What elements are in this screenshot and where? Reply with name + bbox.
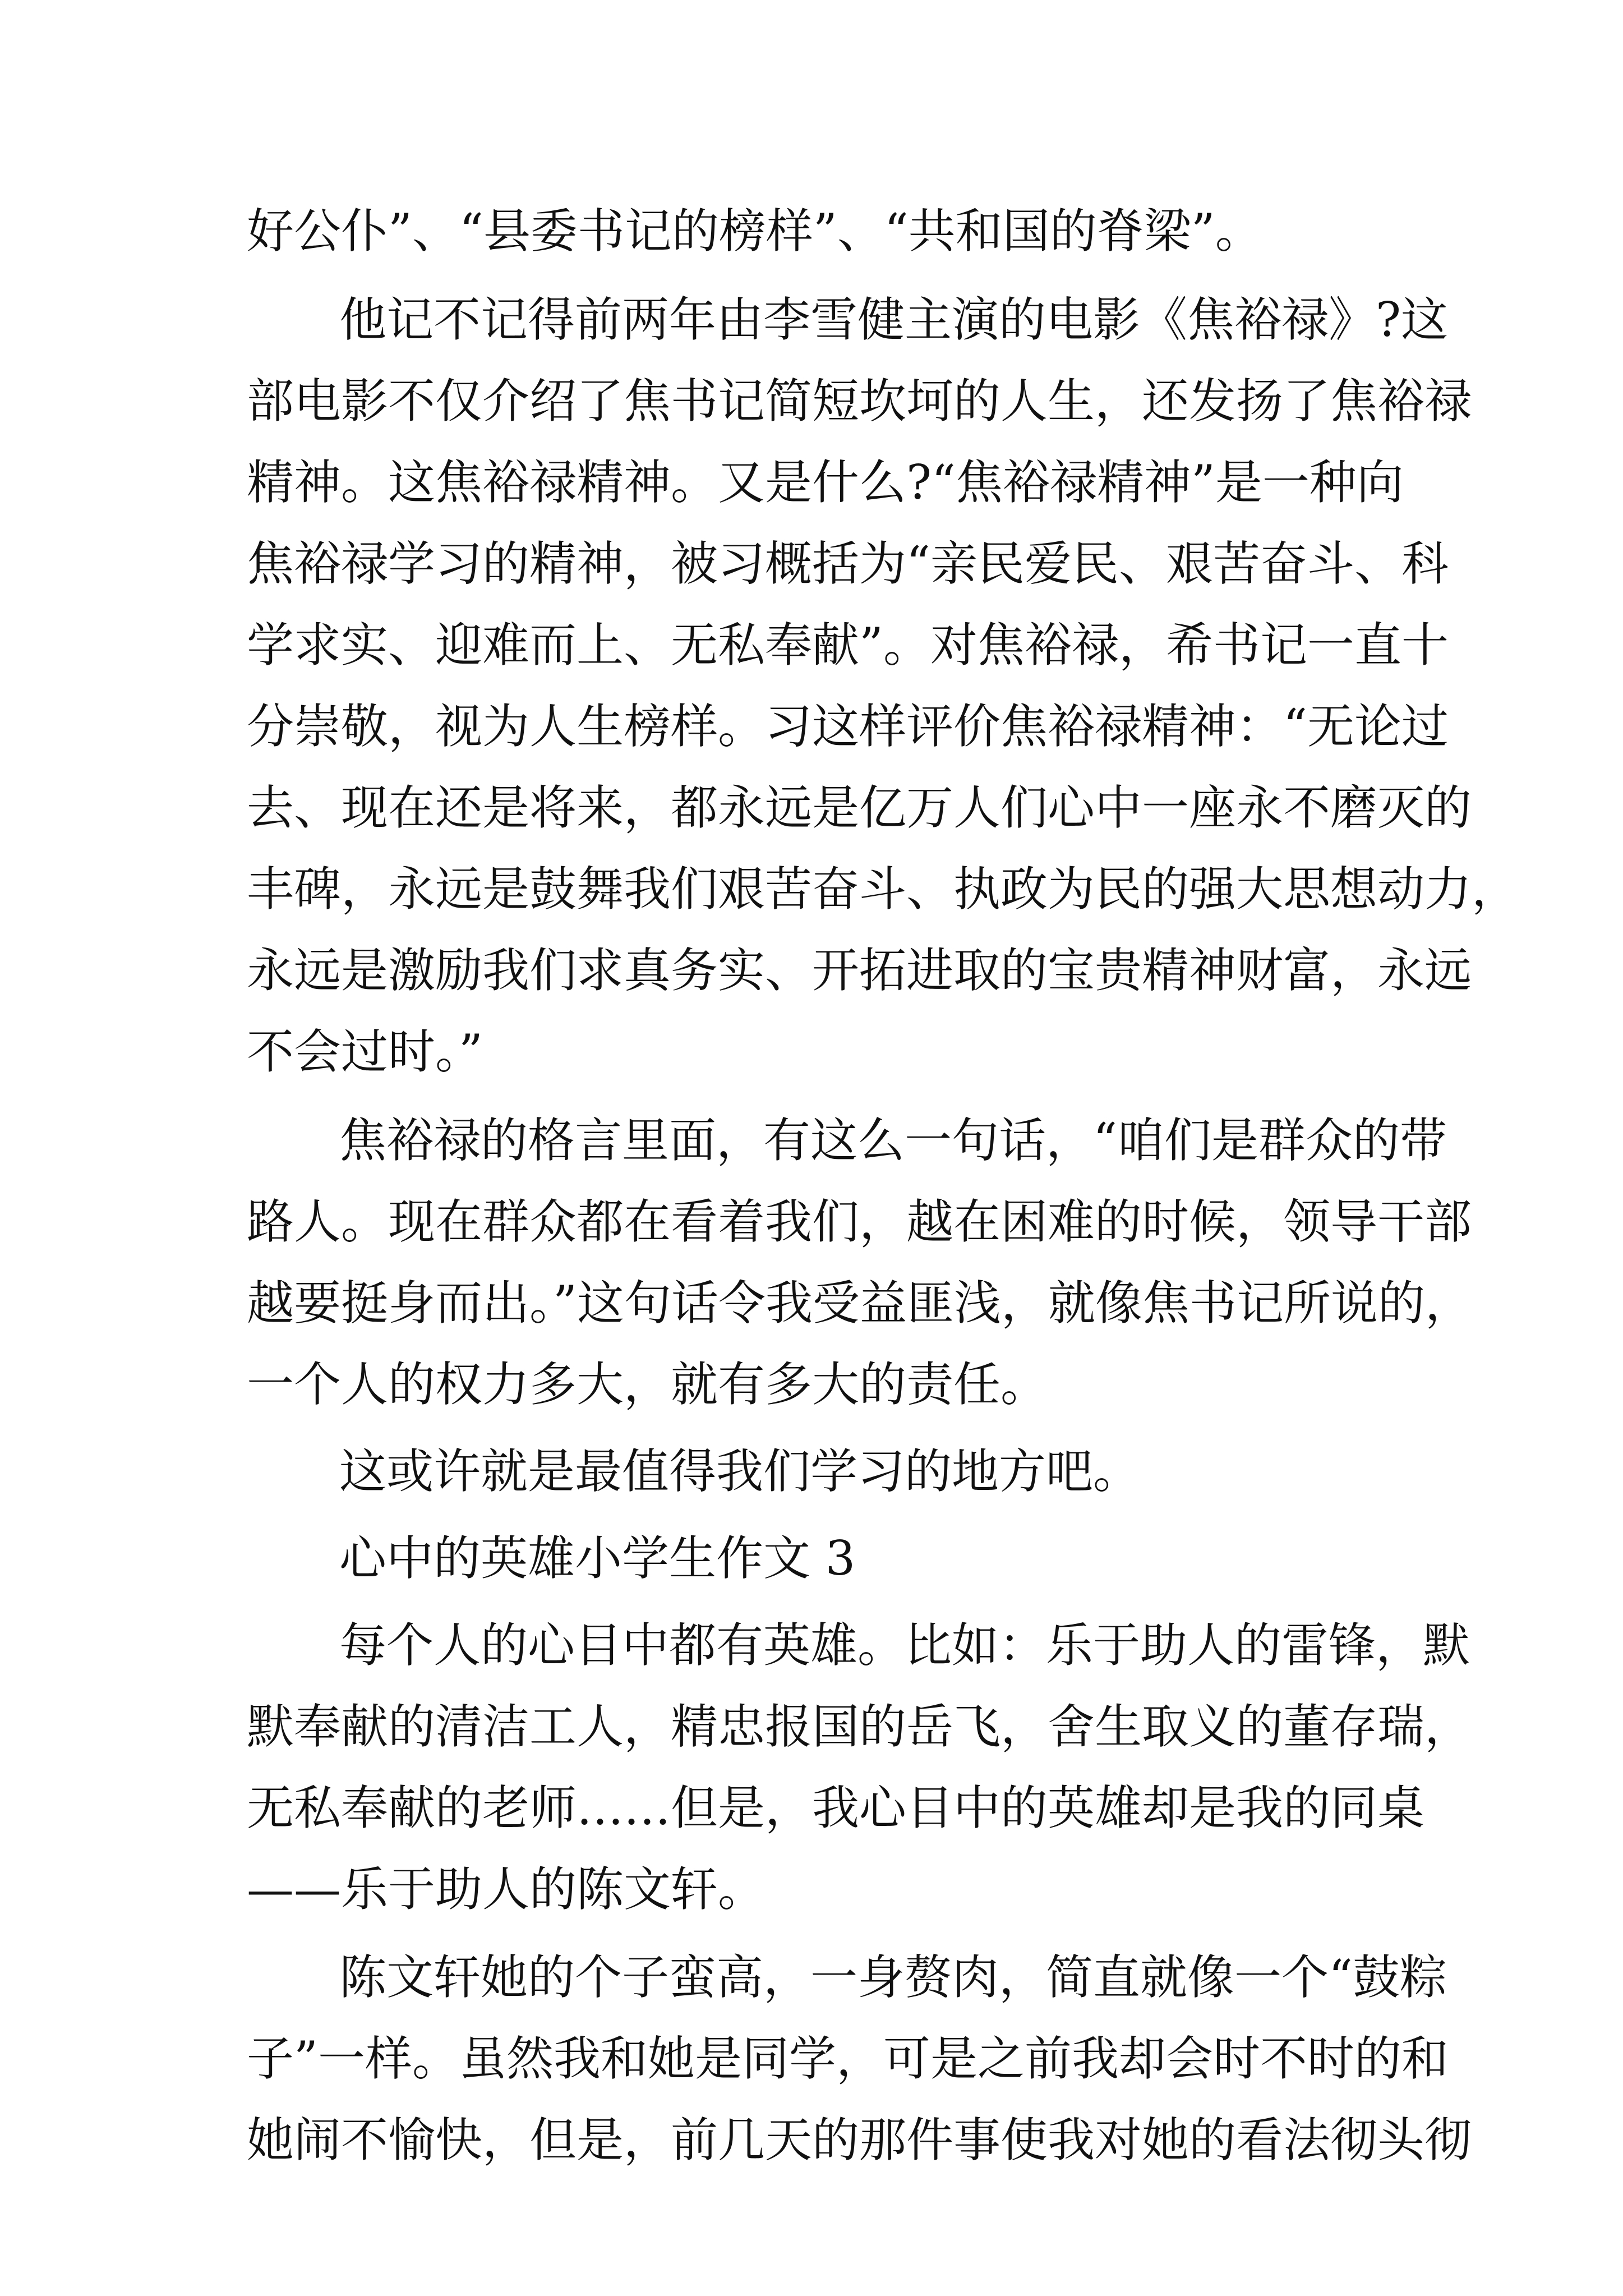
text-line: 越要挺身而出。”这句话令我受益匪浅，就像焦书记所说的， xyxy=(247,1276,1472,1331)
text-line: 无私奉献的老师……但是，我心目中的英雄却是我的同桌 xyxy=(247,1780,1425,1835)
text-line: 路人。现在群众都在看着我们，越在困难的时候，领导干部 xyxy=(247,1194,1472,1249)
paragraph-line: 他记不记得前两年由李雪健主演的电影《焦裕禄》?这 xyxy=(339,292,1449,347)
paragraph-line: 焦裕禄的格言里面，有这么一句话，“咱们是群众的带 xyxy=(339,1113,1447,1168)
text-line: 焦裕禄学习的精神，被习概括为“亲民爱民、艰苦奋斗、科 xyxy=(247,536,1449,591)
text-line: ——乐于助人的陈文轩。 xyxy=(247,1862,766,1917)
text-line: 好公仆”、“县委书记的榜样”、“共和国的脊梁”。 xyxy=(247,204,1262,259)
paragraph-line: 这或许就是最值得我们学习的地方吧。 xyxy=(339,1444,1141,1499)
text-line: 子”一样。虽然我和她是同学，可是之前我却会时不时的和 xyxy=(247,2031,1449,2086)
text-line: 去、现在还是将来，都永远是亿万人们心中一座永不磨灭的 xyxy=(247,780,1472,835)
text-line: 一个人的权力多大，就有多大的责任。 xyxy=(247,1357,1048,1412)
text-line: 学求实、迎难而上、无私奉献”。对焦裕禄，希书记一直十 xyxy=(247,618,1449,673)
text-line: 分崇敬，视为人生榜样。习这样评价焦裕禄精神：“无论过 xyxy=(247,699,1449,754)
section-heading: 心中的英雄小学生作文 3 xyxy=(339,1531,856,1586)
paragraph-line: 每个人的心目中都有英雄。比如：乐于助人的雷锋，默 xyxy=(339,1618,1470,1673)
text-line: 她闹不愉快，但是，前几天的那件事使我对她的看法彻头彻 xyxy=(247,2113,1472,2168)
text-line: 默奉献的清洁工人，精忠报国的岳飞，舍生取义的董存瑞， xyxy=(247,1699,1472,1754)
text-line: 部电影不仅介绍了焦书记简短坎坷的人生，还发扬了焦裕禄 xyxy=(247,374,1472,429)
text-line: 丰碑，永远是鼓舞我们艰苦奋斗、执政为民的强大思想动力， xyxy=(247,862,1519,917)
text-line: 永远是激励我们求真务实、开拓进取的宝贵精神财富，永远 xyxy=(247,943,1472,998)
text-line: 精神。这焦裕禄精神。又是什么?“焦裕禄精神”是一种向 xyxy=(247,455,1404,510)
paragraph-line: 陈文轩她的个子蛮高，一身赘肉，简直就像一个“鼓粽 xyxy=(339,1950,1447,2005)
text-line: 不会过时。” xyxy=(247,1024,483,1079)
